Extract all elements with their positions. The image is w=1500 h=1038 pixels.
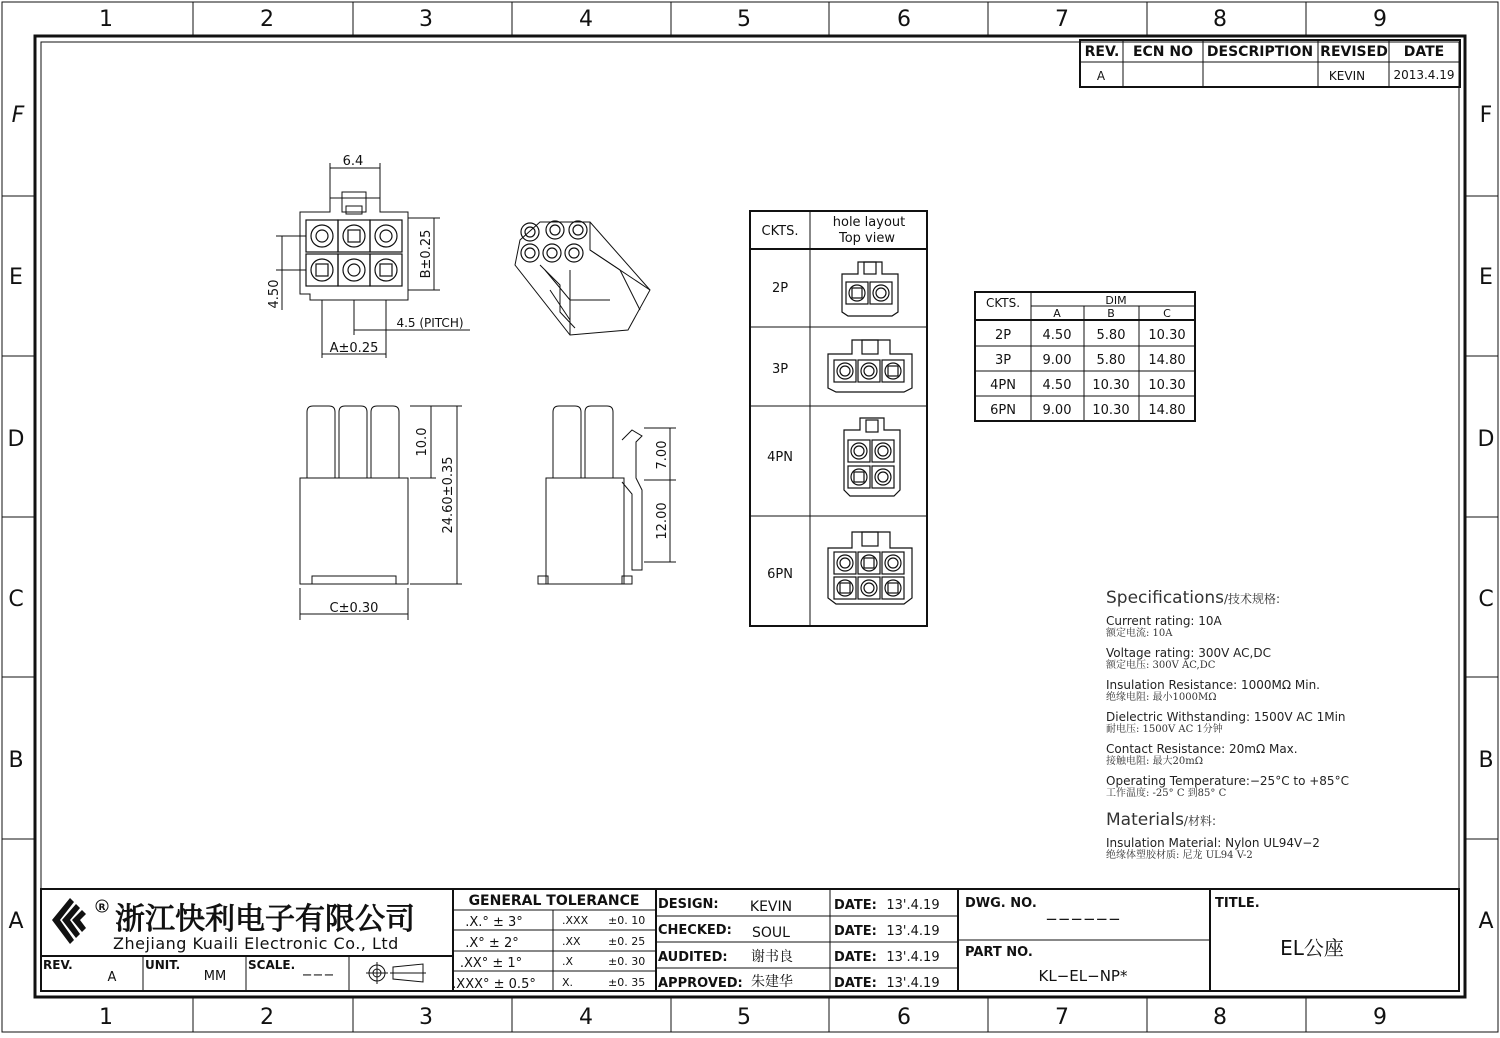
row-label: A [1478,909,1494,934]
dim-cell: 4.50 [1042,378,1072,393]
hole-row-label: 2P [771,281,789,296]
col-label: 7 [1055,7,1069,32]
angular-tolerance: .XX° ± 1° [459,956,523,971]
audited-date-label: DATE: [834,950,877,965]
dim-side-height: B±0.25 [419,229,434,279]
spec-item: Insulation Resistance: 1000MΩ Min. [1106,678,1320,692]
connector-top-view [267,154,470,358]
spec-item-zh: 额定电流: 10A [1106,628,1173,639]
spec-item: Dielectric Withstanding: 1500V AC 1Min [1106,710,1346,724]
audited-name: 谢书良 [751,949,793,965]
rev-header: REV. [1084,44,1120,60]
dim-table [975,292,1195,421]
angular-tolerance: .XXX° ± 0.5° [452,977,536,992]
revision-table [1080,40,1460,87]
layout-6pn [828,532,912,604]
dim-row-label: 6PN [990,403,1016,418]
hole-header-view: Top view [838,231,896,246]
dim-cell: 14.80 [1148,403,1186,418]
hole-header-layout: hole layout [832,215,906,230]
dim-cell: 10.30 [1092,378,1130,393]
dim-pin-length: 10.0 [415,427,430,457]
specifications-block [1106,588,1466,862]
col-label: 1 [99,1005,113,1030]
dim-subheader-b: B [1107,307,1115,320]
company-name-zh: 浙江快利电子有限公司 [115,902,415,937]
row-label: D [1477,427,1495,452]
company-logo-icon [52,898,108,944]
hole-row-label: 4PN [767,450,793,465]
col-label: 9 [1373,1005,1387,1030]
dim-row-label: 3P [994,353,1012,368]
part-no-label: PART NO. [965,945,1033,960]
design-date: 13'.4.19 [886,898,940,913]
spec-item-zh: 绝缘电阻: 最小1000MΩ [1106,692,1217,703]
title-label: TITLE. [1215,896,1260,911]
material-item: Insulation Material: Nylon UL94V−2 [1106,836,1320,850]
design-label: DESIGN: [658,897,719,912]
dim-top-width: 6.4 [342,154,364,169]
row-label: F [11,103,25,128]
checked-date: 13'.4.19 [886,924,940,939]
column-labels-top [99,7,1387,32]
col-label: 3 [419,1005,433,1030]
projection-symbol-icon [366,962,426,984]
approved-name: 朱建华 [751,974,793,990]
col-label: 9 [1373,7,1387,32]
row-label: F [1479,103,1493,128]
row-labels-left [8,103,25,934]
title-block [41,889,1459,992]
dim-cell: 9.00 [1042,353,1072,368]
approved-date: 13'.4.19 [886,976,940,991]
material-item-zh: 绝缘体塑胶材质: 尼龙 UL94 V-2 [1106,850,1253,861]
linear-tol-value: ±0. 10 [608,914,646,927]
col-label: 4 [579,1005,593,1030]
approved-label: APPROVED: [658,976,743,991]
dim-cell: 14.80 [1148,353,1186,368]
approved-date-label: DATE: [834,976,877,991]
scale-value: −−− [301,968,335,983]
layout-3p [828,340,912,392]
row-label: D [7,427,25,452]
spec-item: Operating Temperature:−25°C to +85°C [1106,774,1349,788]
col-label: 7 [1055,1005,1069,1030]
angular-tolerance: .X.° ± 3° [465,915,523,930]
angular-tolerance: .X° ± 2° [465,936,519,951]
date-header: DATE [1403,44,1445,60]
row-label: B [1478,748,1494,773]
col-label: 5 [737,1005,751,1030]
revised-value: KEVIN [1328,69,1366,83]
linear-tol-value: ±0. 30 [608,955,646,968]
spec-item-zh: 额定电压: 300V AC,DC [1106,660,1216,671]
spec-item-zh: 接触电阻: 最大20mΩ [1106,756,1204,767]
col-label: 6 [897,1005,911,1030]
dim-row-label: 4PN [990,378,1016,393]
col-label: 2 [260,7,274,32]
connector-isometric-view [515,221,650,335]
linear-tol-label: X. [562,976,574,989]
revised-header: REVISED [1320,44,1388,60]
col-label: 8 [1213,1005,1227,1030]
dim-cell: 4.50 [1042,328,1072,343]
spec-item-zh: 工作温度: -25° C 到85° C [1106,788,1227,799]
row-label: E [1479,265,1493,290]
col-label: 3 [419,7,433,32]
spec-item-zh: 耐电压: 1500V AC 1分钟 [1106,724,1223,735]
spec-item: Current rating: 10A [1106,614,1222,628]
col-label: 4 [579,7,593,32]
col-label: 6 [897,7,911,32]
spec-item: Voltage rating: 300V AC,DC [1106,646,1271,660]
checked-date-label: DATE: [834,924,877,939]
column-labels-bottom [99,1005,1387,1030]
row-label: E [9,265,23,290]
spec-item: Contact Resistance: 20mΩ Max. [1106,742,1298,756]
dim-front-width: C±0.30 [329,601,379,616]
dim-header-ckts: CKTS. [985,296,1021,310]
col-label: 1 [99,7,113,32]
dwg-no-label: DWG. NO. [965,896,1037,911]
materials-title: Materials/材料: [1106,810,1217,830]
design-date-label: DATE: [834,898,877,913]
dim-side-body: 12.00 [655,502,670,540]
svg-text:R: R [98,903,106,913]
dim-pitch: 4.5 (PITCH) [396,316,464,330]
unit-value: MM [203,969,227,984]
row-label: B [8,748,24,773]
scale-label: SCALE. [248,958,296,972]
row-labels-right [1478,103,1495,934]
col-label: 2 [260,1005,274,1030]
dim-cell: 10.30 [1148,328,1186,343]
linear-tol-label: .XXX [562,914,589,927]
col-label: 8 [1213,7,1227,32]
company-name-en: Zhejiang Kuaili Electronic Co., Ltd [113,934,399,953]
unit-label: UNIT. [145,958,181,972]
dim-cell: 10.30 [1148,378,1186,393]
hole-row-label: 6PN [767,567,793,582]
dim-cell: 5.80 [1096,328,1126,343]
linear-tol-label: .X [562,955,574,968]
date-value: 2013.4.19 [1393,68,1455,82]
row-label: C [8,587,24,612]
dim-subheader-a: A [1053,307,1061,320]
dim-header-dim: DIM [1105,294,1127,307]
audited-date: 13'.4.19 [886,950,940,965]
specifications-title: Specifications/技术规格: [1106,588,1281,608]
part-no-value: KL−EL−NP* [1038,967,1128,985]
ecn-header: ECN NO [1132,44,1194,60]
dim-total-height: 24.60±0.35 [441,456,456,534]
checked-name: SOUL [752,925,790,941]
description-header: DESCRIPTION [1206,44,1314,60]
dim-bottom-width: A±0.25 [329,341,379,356]
dim-left-height: 4.50 [267,279,282,309]
dim-row-label: 2P [994,328,1012,343]
layout-4pn [844,418,900,496]
hole-row-label: 3P [771,362,789,377]
dwg-no-value: −−−−−− [1045,910,1121,928]
linear-tol-label: .XX [562,935,581,948]
connector-side-view [538,406,676,584]
hole-layout-table [750,211,927,626]
dim-cell: 5.80 [1096,353,1126,368]
design-name: KEVIN [749,899,793,915]
dim-cell: 10.30 [1092,403,1130,418]
linear-tol-value: ±0. 35 [608,976,646,989]
layout-2p [842,262,898,316]
rev-value: A [107,970,117,985]
dim-cell: 9.00 [1042,403,1072,418]
rev-value: A [1096,69,1106,83]
hole-header-ckts: CKTS. [761,224,799,239]
col-label: 5 [737,7,751,32]
dim-side-pin: 7.00 [655,440,670,470]
linear-tol-value: ±0. 25 [608,935,646,948]
dim-subheader-c: C [1163,307,1171,320]
row-label: C [1478,587,1494,612]
checked-label: CHECKED: [658,923,732,938]
tolerance-title: GENERAL TOLERANCE [468,893,640,909]
rev-label: REV. [43,958,73,972]
audited-label: AUDITED: [658,950,728,965]
connector-front-view [300,406,462,620]
row-label: A [8,909,24,934]
title-value: EL公座 [1280,936,1344,960]
